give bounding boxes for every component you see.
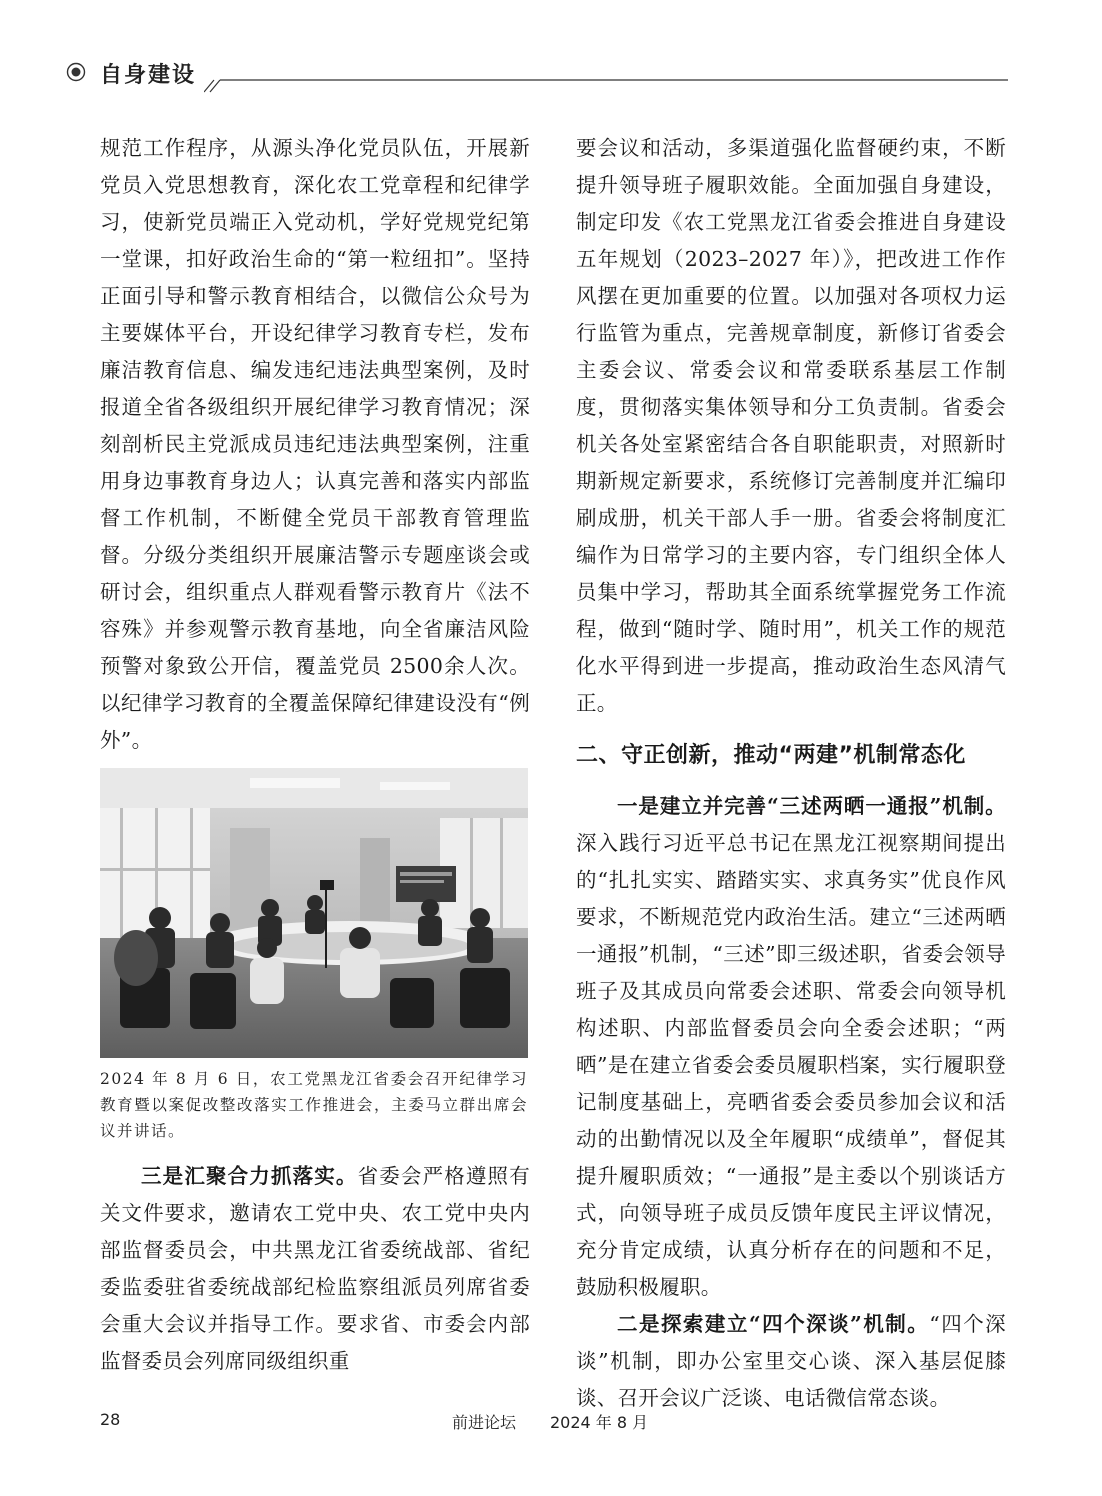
left-paragraph-3 [100,1158,530,1380]
meeting-photo [100,768,528,1058]
section-title: 自身建设 [100,63,197,88]
photo-caption [100,1066,528,1144]
page-footer [100,1410,1006,1440]
target-circle-icon [66,62,86,82]
section-heading: 二、守正创新，推动“两建”机制常态化 [576,743,966,768]
right-paragraph-2 [576,788,1006,1306]
right-paragraph-2-body: 深入践行习近平总书记在黑龙江视察期间提出的“扎扎实实、踏踏实实、求真务实”优良作风要求，不断规范党内政治生活。建立“三述两晒一通报”机制，“三述”即三级述职，省委会领导班子及其成员向常委会述职、常委会向领导机构述职、内部监督委员会向全委会述职；“两晒”是在建立省委会委员履职档案，实行履职登记制度基础上，亮晒省委会委员参加会议和活动的出勤情况以及全年履职“成绩单”，督促其提升履职质效；“一通报”是主委以个别谈话方式，向领导班子成员反馈年度民主评议情况，充分肯定成绩，认真分析存在的问题和不足，鼓励积极履职。 [576,831,1006,1299]
right-column [576,130,1006,1417]
meeting-photo-image [100,768,528,1058]
left-paragraph-3-lead: 三是汇聚合力抓落实。 [141,1164,358,1188]
left-column-bottom [100,1158,530,1380]
page-header [64,56,1008,96]
right-paragraph-3 [576,1306,1006,1417]
left-paragraph-3-body: 省委会严格遵照有关文件要求，邀请农工党中央、农工党中央内部监督委员会，中共黑龙江省委统战部、省纪委监委驻省委统战部纪检监察组派员列席省委会重大会议并指导工作。要求省、市委会内部监督委员会列席同级组织重 [100,1164,531,1373]
right-paragraph-2-lead: 一是建立并完善“三述两晒一通报”机制。 [617,794,1006,818]
right-paragraph-1: 要会议和活动，多渠道强化监督硬约束，不断提升领导班子履职效能。全面加强自身建设，制定印发《农工党黑龙江省委会推进自身建设五年规划（2023–2027 年）》，把改进工作作风摆在更加重要的位置。以加强对各项权力运行监管为重点，完善规章制度，新修订省委会主委会议、常委会议和常委联系基层工作制度，贯彻落实集体领导和分工负责制。省委会机关各处室紧密结合各自职能职责，对照新时期新规定新要求，系统修订完善制度并汇编印刷成册，机关干部人手一册。省委会将制度汇编作为日常学习的主要内容，专门组织全体人员集中学习，帮助其全面系统掌握党务工作流程，做到“随时学、随时用”，机关工作的规范化水平得到进一步提高，推动政治生态风清气正。 [576,136,1006,715]
left-paragraph-1: 规范工作程序，从源头净化党员队伍，开展新党员入党思想教育，深化农工党章程和纪律学习，使新党员端正入党动机，学好党规党纪第一堂课，扣好政治生命的“第一粒纽扣”。坚持正面引导和警示教育相结合，以微信公众号为主要媒体平台，开设纪律学习教育专栏，发布廉洁教育信息、编发违纪违法典型案例，及时报道全省各级组织开展纪律学习教育情况；深刻剖析民主党派成员违纪违法典型案例，注重用身边事教育身边人；认真完善和落实内部监督工作机制，不断健全党员干部教育管理监督。分级分类组织开展廉洁警示专题座谈会或研讨会，组织重点人群观看警示教育片《法不容殊》并参观警示教育基地，向全省廉洁风险预警对象致公开信，覆盖党员 2500余人次。以纪律学习教育的全覆盖保障纪律建设没有“例外”。 [100,136,530,752]
photo-caption-text: 2024 年 8 月 6 日，农工党黑龙江省委会召开纪律学习教育暨以案促改整改落实工作推进会，主委马立群出席会议并讲话。 [100,1070,528,1140]
issue-date: 2024 年 8 月 [550,1413,649,1432]
journal-name: 前进论坛 [452,1413,517,1432]
header-rule [204,56,1008,96]
page-number: 28 [100,1410,121,1429]
left-column [100,130,530,759]
right-paragraph-3-lead: 二是探索建立“四个深谈”机制。 [617,1312,930,1336]
right-paragraph-3-body: “四个深谈”机制，即办公室里交心谈、深入基层促膝谈、召开会议广泛谈、电话微信常态谈。 [576,1312,1006,1410]
